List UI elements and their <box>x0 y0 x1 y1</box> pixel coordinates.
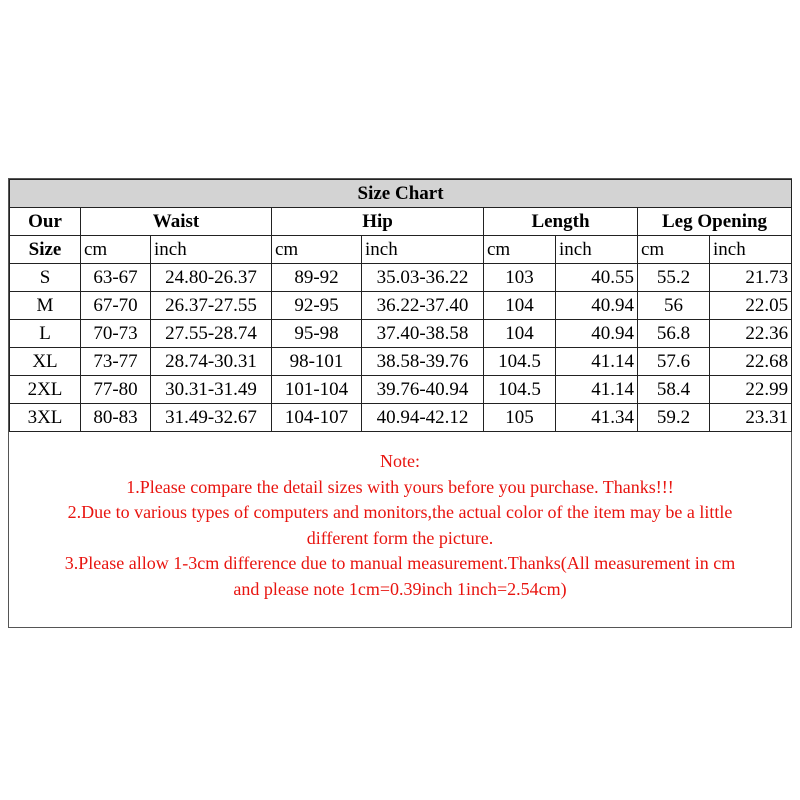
size-label: M <box>10 292 81 320</box>
table-cell: 40.94-42.12 <box>362 404 484 432</box>
table-cell: 24.80-26.37 <box>151 264 272 292</box>
table-cell: 35.03-36.22 <box>362 264 484 292</box>
table-cell: 56.8 <box>638 320 710 348</box>
table-cell: 58.4 <box>638 376 710 404</box>
table-cell: 40.94 <box>556 292 638 320</box>
unit-header: cm <box>638 236 710 264</box>
table-row <box>10 376 792 404</box>
note-line-3b: and please note 1cm=0.39inch 1inch=2.54cm) <box>233 578 567 599</box>
table-cell: 21.73 <box>710 264 792 292</box>
unit-header: inch <box>362 236 484 264</box>
notes-heading: Note: <box>380 451 420 471</box>
table-cell: 73-77 <box>81 348 151 376</box>
table-cell: 38.58-39.76 <box>362 348 484 376</box>
table-cell: 40.94 <box>556 320 638 348</box>
size-header-top: Our <box>10 208 81 236</box>
size-label: 3XL <box>10 404 81 432</box>
size-header-bottom: Size <box>10 236 81 264</box>
notes-section <box>9 449 791 602</box>
table-cell: 103 <box>484 264 556 292</box>
table-cell: 101-104 <box>272 376 362 404</box>
table-row <box>10 404 792 432</box>
hip-header: Hip <box>272 208 484 236</box>
unit-header: cm <box>81 236 151 264</box>
table-cell: 63-67 <box>81 264 151 292</box>
note-line-1: 1.Please compare the detail sizes with yours before you purchase. Thanks!!! <box>126 476 674 497</box>
note-line-3a: 3.Please allow 1-3cm difference due to manual measurement.Thanks(All measurement in cm <box>64 553 736 573</box>
table-cell: 56 <box>638 292 710 320</box>
table-cell: 70-73 <box>81 320 151 348</box>
unit-header: cm <box>272 236 362 264</box>
unit-header: inch <box>710 236 792 264</box>
table-cell: 22.68 <box>710 348 792 376</box>
table-cell: 23.31 <box>710 404 792 432</box>
leg-opening-header: Leg Opening <box>638 208 792 236</box>
table-cell: 95-98 <box>272 320 362 348</box>
size-label: L <box>10 320 81 348</box>
table-row <box>10 348 792 376</box>
unit-header: cm <box>484 236 556 264</box>
table-cell: 26.37-27.55 <box>151 292 272 320</box>
size-label: XL <box>10 348 81 376</box>
table-cell: 57.6 <box>638 348 710 376</box>
table-cell: 80-83 <box>81 404 151 432</box>
table-cell: 39.76-40.94 <box>362 376 484 404</box>
table-cell: 40.55 <box>556 264 638 292</box>
table-cell: 105 <box>484 404 556 432</box>
table-cell: 55.2 <box>638 264 710 292</box>
table-cell: 41.14 <box>556 348 638 376</box>
table-cell: 31.49-32.67 <box>151 404 272 432</box>
size-chart-sheet <box>8 178 792 628</box>
note-line-2b: different form the picture. <box>306 527 494 548</box>
table-title: Size Chart <box>10 180 792 208</box>
table-cell: 22.99 <box>710 376 792 404</box>
table-row <box>10 264 792 292</box>
table-cell: 36.22-37.40 <box>362 292 484 320</box>
table-cell: 104.5 <box>484 376 556 404</box>
table-cell: 77-80 <box>81 376 151 404</box>
size-label: 2XL <box>10 376 81 404</box>
table-cell: 104.5 <box>484 348 556 376</box>
table-row <box>10 320 792 348</box>
table-cell: 22.05 <box>710 292 792 320</box>
table-cell: 104-107 <box>272 404 362 432</box>
table-cell: 30.31-31.49 <box>151 376 272 404</box>
table-cell: 104 <box>484 292 556 320</box>
table-cell: 28.74-30.31 <box>151 348 272 376</box>
waist-header: Waist <box>81 208 272 236</box>
note-line-2a: 2.Due to various types of computers and monitors,the actual color of the item may be a little <box>67 502 733 522</box>
table-row <box>10 292 792 320</box>
table-cell: 37.40-38.58 <box>362 320 484 348</box>
table-cell: 59.2 <box>638 404 710 432</box>
table-cell: 67-70 <box>81 292 151 320</box>
size-chart-table <box>9 179 792 432</box>
table-cell: 41.34 <box>556 404 638 432</box>
table-cell: 41.14 <box>556 376 638 404</box>
length-header: Length <box>484 208 638 236</box>
table-cell: 104 <box>484 320 556 348</box>
size-label: S <box>10 264 81 292</box>
table-cell: 27.55-28.74 <box>151 320 272 348</box>
unit-header: inch <box>556 236 638 264</box>
table-cell: 22.36 <box>710 320 792 348</box>
table-cell: 89-92 <box>272 264 362 292</box>
unit-header: inch <box>151 236 272 264</box>
table-cell: 92-95 <box>272 292 362 320</box>
table-cell: 98-101 <box>272 348 362 376</box>
